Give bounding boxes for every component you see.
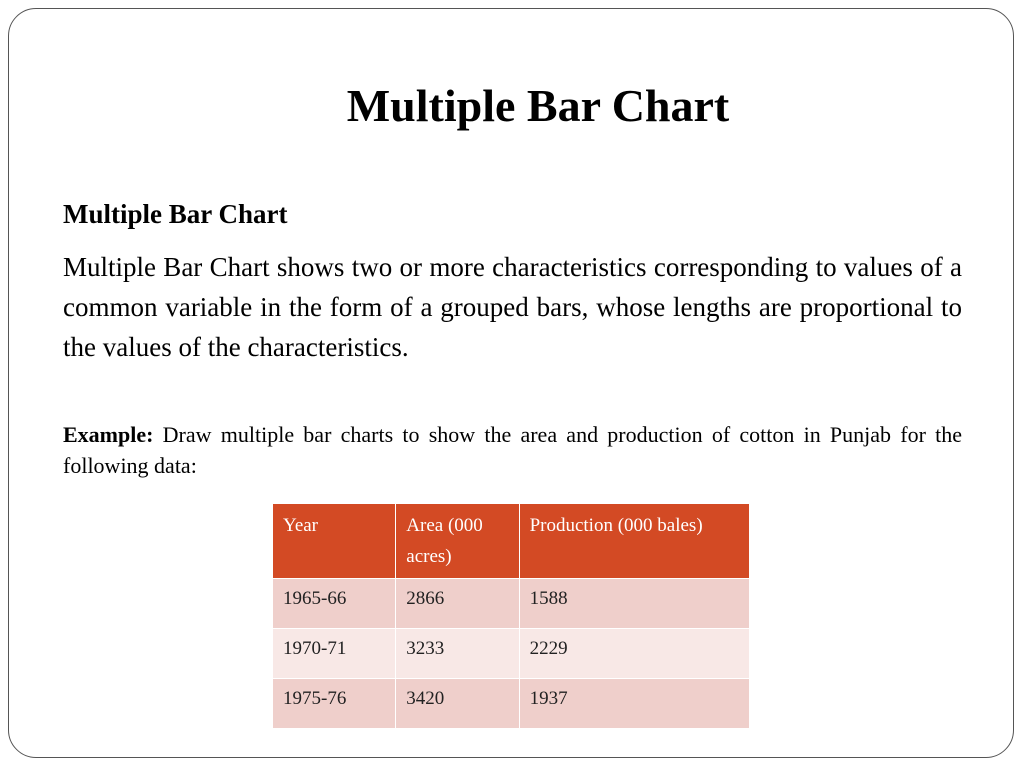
- table-header-row: [273, 504, 750, 579]
- cell-area: 3420: [396, 679, 519, 729]
- table-row: [273, 679, 750, 729]
- header-production: Production (000 bales): [519, 504, 749, 579]
- section-heading: Multiple Bar Chart: [63, 199, 288, 229]
- cell-area: 3233: [396, 629, 519, 679]
- example-text: Draw multiple bar charts to show the area and production of cotton in Punjab for the following data:: [63, 422, 962, 478]
- cell-production: 2229: [519, 629, 749, 679]
- header-year: Year: [273, 504, 396, 579]
- table-row: [273, 629, 750, 679]
- cell-area: 2866: [396, 579, 519, 629]
- cell-year: 1965-66: [273, 579, 396, 629]
- cell-production: 1588: [519, 579, 749, 629]
- data-table: [272, 503, 750, 729]
- table-row: [273, 579, 750, 629]
- slide-title: Multiple Bar Chart: [346, 80, 730, 131]
- cell-year: 1975-76: [273, 679, 396, 729]
- example-paragraph: [63, 419, 962, 481]
- header-area: Area (000 acres): [396, 504, 519, 579]
- cell-production: 1937: [519, 679, 749, 729]
- cell-year: 1970-71: [273, 629, 396, 679]
- example-label: Example:: [63, 422, 154, 447]
- definition-paragraph: Multiple Bar Chart shows two or more characteristics corresponding to values of a common variable in the form of a grouped bars, whose lengths are proportional to the values of the characteristics.: [63, 252, 962, 362]
